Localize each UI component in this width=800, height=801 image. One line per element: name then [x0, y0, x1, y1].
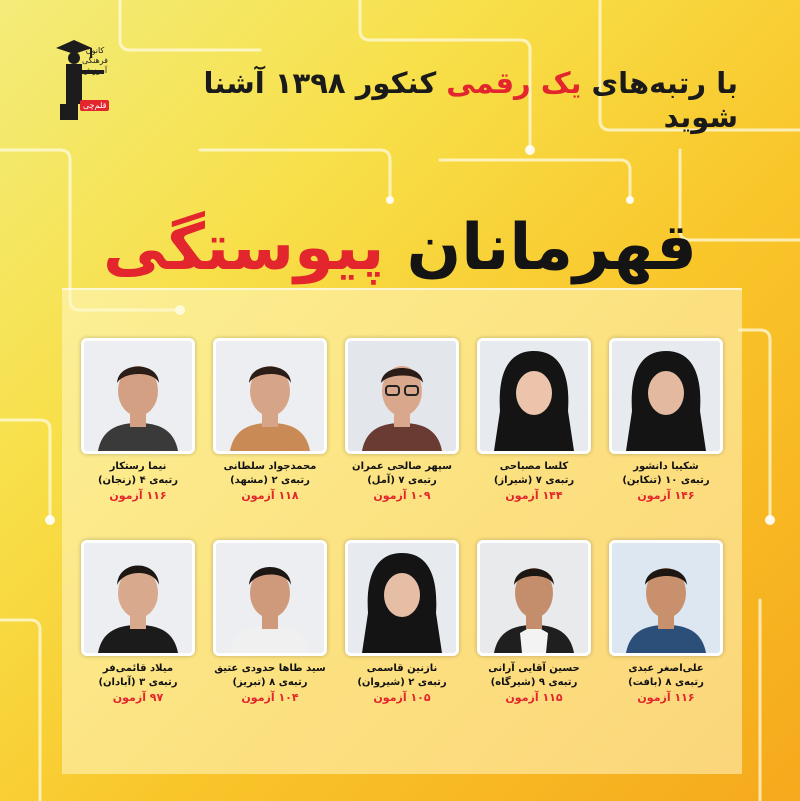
student-rank: رتبه‌ی ۷ (آمل): [367, 475, 437, 486]
male-avatar-icon: [612, 543, 720, 653]
student-name: نیما رستکار: [109, 461, 167, 472]
logo-text: [74, 46, 116, 76]
student-rank: رتبه‌ی ۱۰ (تنکابن): [622, 475, 710, 486]
student-name: سید طاها حدودی عتیق: [214, 663, 326, 674]
student-name: میلاد قائمی‌فر: [102, 663, 174, 674]
student-photo: [477, 338, 591, 454]
student-name: کلسا مصباحی: [499, 461, 569, 472]
student-photo: [345, 540, 459, 656]
student-exams: ۱۰۴ آزمون: [241, 691, 299, 704]
logo-line: آموزش: [82, 66, 108, 75]
student-card: [602, 338, 730, 504]
logo-line: فرهنگی: [82, 56, 108, 65]
headline: [178, 66, 738, 134]
student-card: [470, 338, 598, 504]
male-avatar-icon: [216, 341, 324, 451]
student-card: [206, 540, 334, 706]
headline-part: با رتبه‌های: [581, 66, 738, 100]
male-avatar-icon: [216, 543, 324, 653]
student-rank: رتبه‌ی ۸ (بافت): [628, 677, 704, 688]
students-grid: [70, 338, 730, 706]
male-avatar-icon: [84, 341, 192, 451]
student-name: علی‌اصغر عبدی: [628, 663, 704, 674]
student-rank: رتبه‌ی ۹ (شیرگاه): [490, 677, 578, 688]
student-rank: رتبه‌ی ۴ (زنجان): [97, 475, 179, 486]
student-photo: [81, 540, 195, 656]
student-photo: [477, 540, 591, 656]
student-card: [470, 540, 598, 706]
student-exams: ۱۴۴ آزمون: [505, 489, 563, 502]
male-avatar-glasses-icon: [348, 341, 456, 451]
student-name: حسین آقایی آرانی: [488, 663, 580, 674]
student-exams: ۹۷ آزمون: [112, 691, 164, 704]
student-card: [74, 338, 202, 504]
student-rank: رتبه‌ی ۲ (مشهد): [230, 475, 310, 486]
logo-badge: قلم‌چی: [80, 100, 109, 111]
title-highlight: پیوستگی: [103, 211, 385, 285]
logo-line: کانون: [85, 46, 105, 55]
student-photo: [609, 540, 723, 656]
student-photo: [213, 540, 327, 656]
student-exams: ۱۰۵ آزمون: [373, 691, 431, 704]
student-exams: ۱۱۵ آزمون: [505, 691, 563, 704]
student-rank: رتبه‌ی ۲ (شیروان): [357, 677, 447, 688]
student-name: نازنین قاسمی: [366, 663, 438, 674]
headline-part: کنکور ۱۳۹۸ آشنا شوید: [203, 66, 738, 134]
student-photo: [213, 338, 327, 454]
student-name: شکیبا دانشور: [633, 461, 699, 472]
student-card: [74, 540, 202, 706]
student-exams: ۱۱۶ آزمون: [109, 489, 167, 502]
student-card: [338, 540, 466, 706]
student-exams: ۱۱۶ آزمون: [637, 691, 695, 704]
student-rank: رتبه‌ی ۳ (آبادان): [98, 677, 178, 688]
student-exams: ۱۱۸ آزمون: [241, 489, 299, 502]
hijab-avatar-icon: [348, 543, 456, 653]
student-photo: [345, 338, 459, 454]
student-photo: [81, 338, 195, 454]
hijab-avatar-icon: [480, 341, 588, 451]
student-name: سپهر صالحی عمران: [352, 461, 452, 472]
male-avatar-icon: [84, 543, 192, 653]
student-photo: [609, 338, 723, 454]
title-word: قهرمانان: [384, 211, 697, 285]
student-card: [338, 338, 466, 504]
student-exams: ۱۴۶ آزمون: [637, 489, 695, 502]
student-name: محمدجواد سلطانی: [223, 461, 317, 472]
male-avatar-icon: [480, 543, 588, 653]
student-rank: رتبه‌ی ۷ (شیراز): [493, 475, 575, 486]
hijab-avatar-icon: [612, 341, 720, 451]
student-exams: ۱۰۹ آزمون: [373, 489, 431, 502]
headline-highlight: یک رقمی: [446, 66, 582, 100]
student-rank: رتبه‌ی ۸ (تبریز): [232, 677, 308, 688]
page-title: [90, 198, 710, 298]
student-card: [602, 540, 730, 706]
student-card: [206, 338, 334, 504]
